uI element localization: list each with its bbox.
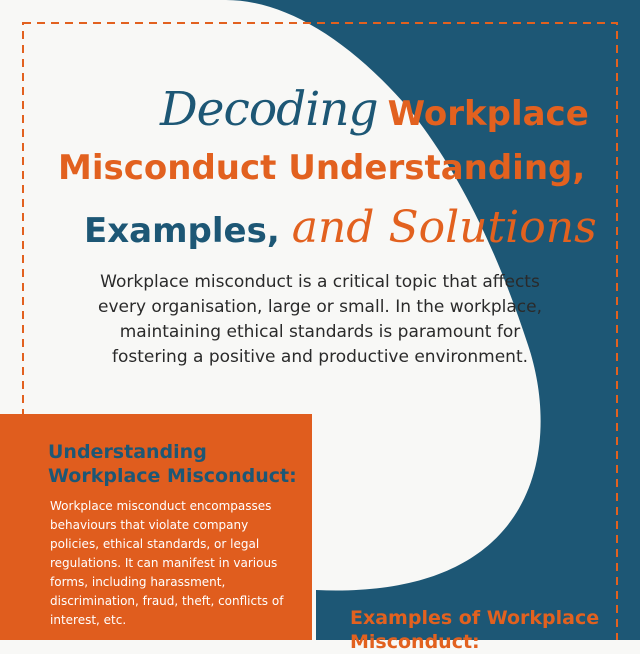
intro-line: every organisation, large or small. In the workplace, (97, 297, 543, 317)
title-examples: Examples, (84, 211, 280, 251)
examples-heading (350, 606, 640, 654)
intro-line: fostering a positive and productive environment. (111, 347, 529, 367)
examples-heading-line: Examples of Workplace (350, 607, 600, 629)
understanding-body-line: interest, etc. (50, 613, 127, 627)
title-line-2: Misconduct Understanding, (58, 148, 586, 188)
intro-line: Workplace misconduct is a critical topic that affects (100, 272, 540, 292)
understanding-body-line: regulations. It can manifest in various (50, 556, 278, 570)
understanding-body-line: forms, including harassment, (50, 575, 226, 589)
understanding-body-line: discrimination, fraud, theft, conflicts of (50, 594, 284, 608)
intro-paragraph (60, 270, 580, 370)
understanding-body-line: behaviours that violate company (50, 518, 249, 532)
understanding-heading-line: Workplace Misconduct: (48, 465, 297, 487)
title-line-3 (84, 202, 640, 253)
understanding-heading-line: Understanding (48, 441, 207, 463)
intro-line: maintaining ethical standards is paramount for (119, 322, 521, 342)
title-workplace: Workplace (387, 94, 589, 134)
understanding-heading (48, 440, 308, 488)
title-decoding: Decoding (160, 82, 378, 137)
understanding-body-line: policies, ethical standards, or legal (50, 537, 260, 551)
understanding-body-line: Workplace misconduct encompasses (50, 499, 272, 513)
understanding-body (50, 497, 305, 630)
title-line-1 (160, 82, 640, 137)
examples-heading-line: Misconduct: (350, 631, 480, 653)
title-and-solutions: and Solutions (291, 202, 597, 253)
